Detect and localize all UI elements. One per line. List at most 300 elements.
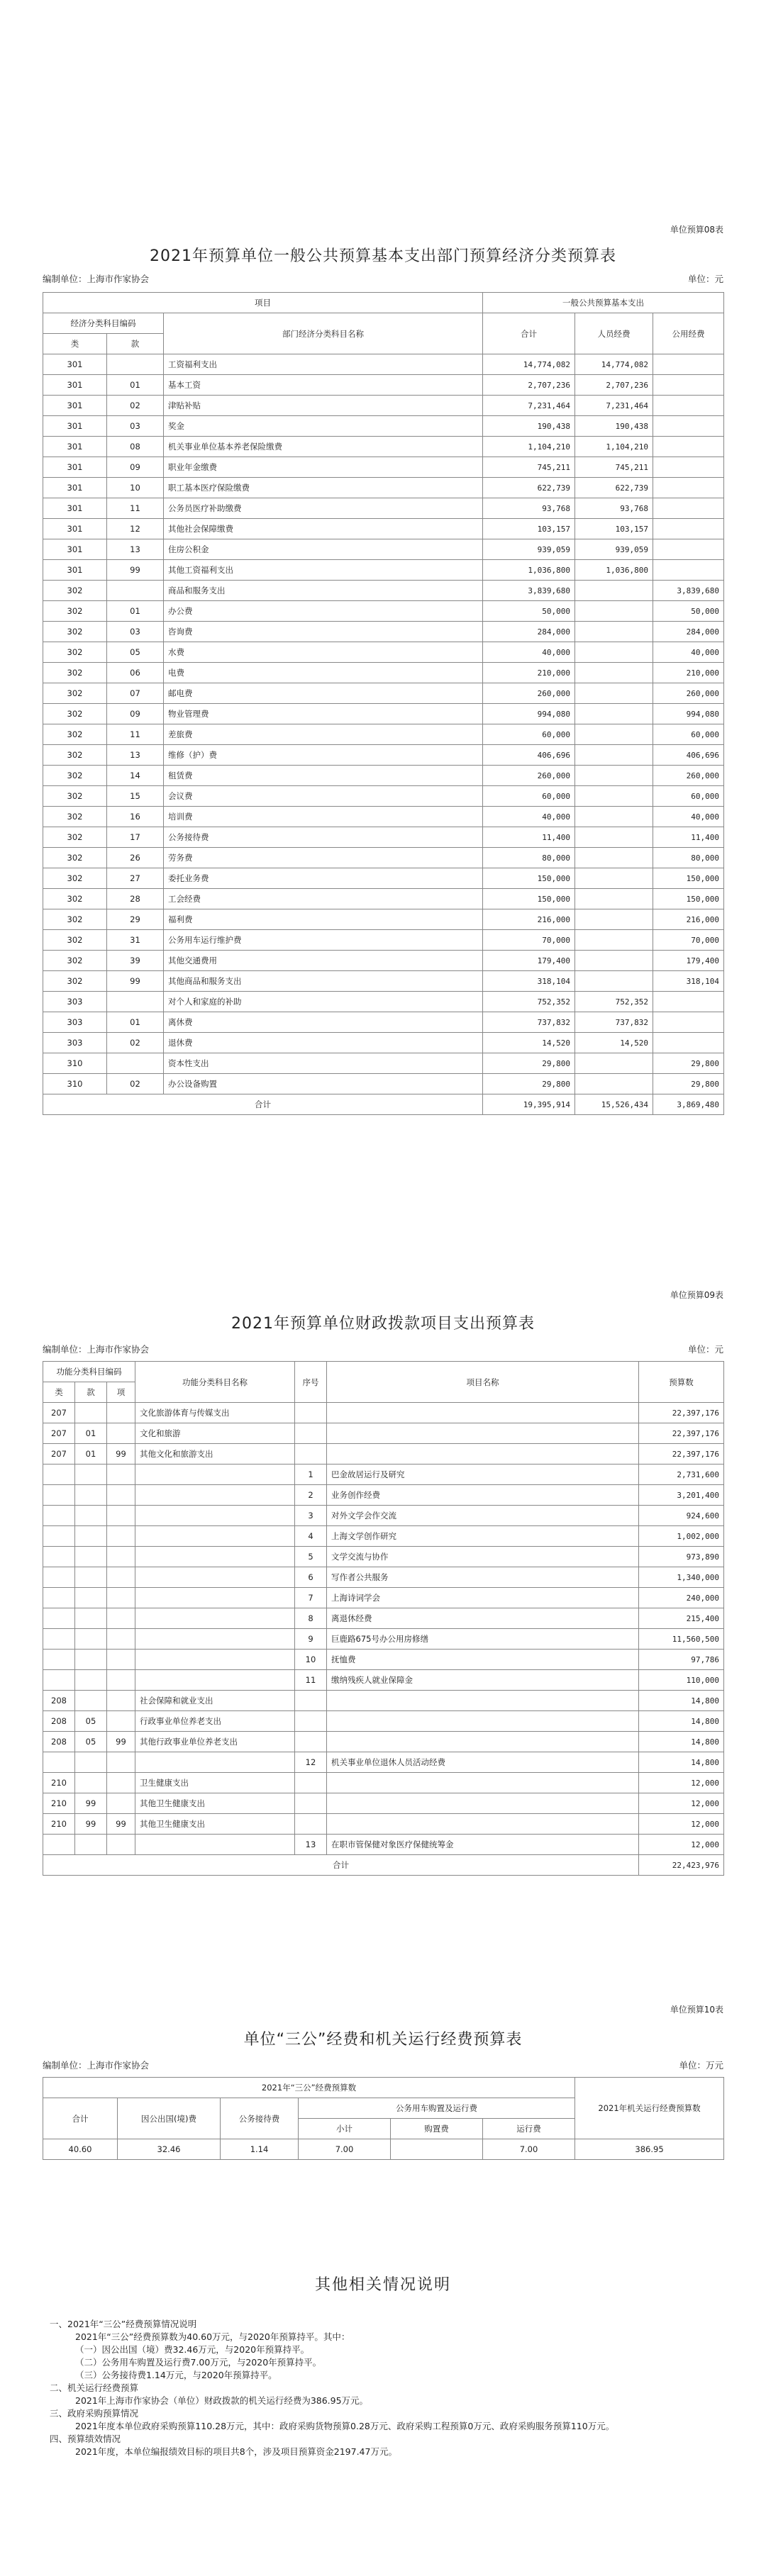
- cell-xiang: [107, 1629, 135, 1650]
- table-row: [43, 457, 724, 478]
- table-row: [43, 375, 724, 396]
- cell-purchase: [391, 2139, 483, 2160]
- cell-kuan: [75, 1403, 107, 1423]
- table-row: [43, 1465, 724, 1485]
- cell-public: [653, 519, 724, 539]
- cell-seq: 9: [295, 1629, 327, 1650]
- cell-lei: [43, 1629, 75, 1650]
- cell-seq: 10: [295, 1650, 327, 1670]
- cell-proj: 在职市管保健对象医疗保健统筹金: [327, 1835, 639, 1855]
- table-row: [43, 1793, 724, 1814]
- cell-amt: 14,800: [639, 1752, 724, 1773]
- cell-func: 其他卫生健康支出: [135, 1814, 295, 1835]
- cell-name: 办公费: [164, 601, 483, 622]
- table-row: [43, 1012, 724, 1033]
- cell-xiang: [107, 1526, 135, 1547]
- header-public: 公用经费: [653, 313, 724, 354]
- table-row: [43, 498, 724, 519]
- cell-kuan: [75, 1835, 107, 1855]
- cell-name: 会议费: [164, 786, 483, 807]
- note-line: （三）公务接待费1.14万元，与2020年预算持平。: [75, 2370, 277, 2380]
- header-seq: 序号: [295, 1362, 327, 1403]
- other-title: 其他相关情况说明: [314, 2276, 451, 2294]
- cell-total: 3,839,680: [483, 581, 575, 601]
- cell-name: 培训费: [164, 807, 483, 827]
- cell-lei: 302: [43, 909, 107, 930]
- cell-lei: 302: [43, 683, 107, 704]
- note-line: 三、政府采购预算情况: [50, 2408, 139, 2419]
- table-row: [43, 1053, 724, 1074]
- cell-name: 其他商品和服务支出: [164, 971, 483, 992]
- table-row: [43, 519, 724, 539]
- cell-personnel: [575, 868, 653, 889]
- total-personnel: 15,526,434: [575, 1094, 653, 1115]
- header-subtotal: 小计: [299, 2119, 391, 2139]
- table3-title: 单位“三公”经费和机关运行经费预算表: [243, 2031, 523, 2049]
- cell-public: 3,839,680: [653, 581, 724, 601]
- cell-func: [135, 1629, 295, 1650]
- cell-public: 260,000: [653, 766, 724, 786]
- cell-func: [135, 1650, 295, 1670]
- cell-personnel: [575, 663, 653, 683]
- cell-lei: 302: [43, 601, 107, 622]
- cell-total: 93,768: [483, 498, 575, 519]
- cell-personnel: [575, 704, 653, 724]
- cell-public: 216,000: [653, 909, 724, 930]
- table-row: [43, 786, 724, 807]
- cell-total: 7,231,464: [483, 396, 575, 416]
- table-row: [43, 1547, 724, 1567]
- header-econ-code: 经济分类科目编码: [43, 313, 164, 334]
- cell-kuan: 13: [107, 745, 164, 766]
- cell-lei: 302: [43, 930, 107, 951]
- cell-public: [653, 992, 724, 1012]
- cell-xiang: [107, 1793, 135, 1814]
- table-row: [43, 1691, 724, 1711]
- cell-lei: [43, 1835, 75, 1855]
- cell-personnel: [575, 642, 653, 663]
- cell-public: [653, 437, 724, 457]
- cell-personnel: [575, 622, 653, 642]
- cell-lei: 302: [43, 745, 107, 766]
- cell-seq: [295, 1691, 327, 1711]
- header-lei: 类: [43, 334, 107, 354]
- cell-xiang: 99: [107, 1732, 135, 1752]
- header-lei: 类: [43, 1382, 75, 1403]
- cell-kuan: 05: [107, 642, 164, 663]
- table-row: [43, 1814, 724, 1835]
- cell-public: [653, 457, 724, 478]
- header-group: 2021年“三公”经费预算数: [43, 2078, 575, 2098]
- cell-func: 文化旅游体育与传媒支出: [135, 1403, 295, 1423]
- table-row: [43, 478, 724, 498]
- table-row: [43, 1444, 724, 1465]
- cell-func: 其他行政事业单位养老支出: [135, 1732, 295, 1752]
- cell-xiang: [107, 1670, 135, 1691]
- table2-title: 2021年预算单位财政拨款项目支出预算表: [231, 1315, 535, 1333]
- cell-name: 机关事业单位基本养老保险缴费: [164, 437, 483, 457]
- cell-amt: 22,397,176: [639, 1403, 724, 1423]
- cell-lei: 301: [43, 498, 107, 519]
- cell-name: 福利费: [164, 909, 483, 930]
- cell-lei: [43, 1752, 75, 1773]
- cell-total: 745,211: [483, 457, 575, 478]
- cell-lei: 302: [43, 807, 107, 827]
- cell-kuan: [75, 1752, 107, 1773]
- cell-name: 公务用车运行维护费: [164, 930, 483, 951]
- cell-name: 对个人和家庭的补助: [164, 992, 483, 1012]
- cell-personnel: [575, 848, 653, 868]
- cell-public: 29,800: [653, 1074, 724, 1094]
- cell-org-run: 386.95: [575, 2139, 724, 2160]
- cell-name: 公务员医疗补助缴费: [164, 498, 483, 519]
- table-row: [43, 992, 724, 1012]
- cell-total: 70,000: [483, 930, 575, 951]
- cell-kuan: 02: [107, 1074, 164, 1094]
- note-line: 2021年“三公”经费预算数为40.60万元，与2020年预算持平。其中：: [75, 2331, 350, 2342]
- cell-proj: 巨鹿路675号办公用房修缮: [327, 1629, 639, 1650]
- cell-kuan: 09: [107, 704, 164, 724]
- cell-lei: 208: [43, 1691, 75, 1711]
- cell-total: 40.60: [43, 2139, 118, 2160]
- cell-amt: 12,000: [639, 1835, 724, 1855]
- cell-total: 150,000: [483, 889, 575, 909]
- cell-func: 其他文化和旅游支出: [135, 1444, 295, 1465]
- cell-name: 邮电费: [164, 683, 483, 704]
- cell-public: [653, 416, 724, 437]
- table-row: [43, 1835, 724, 1855]
- cell-amt: 12,000: [639, 1793, 724, 1814]
- table1-tag: 单位预算08表: [670, 225, 723, 235]
- cell-proj: [327, 1691, 639, 1711]
- cell-public: [653, 1033, 724, 1053]
- cell-total: 60,000: [483, 786, 575, 807]
- cell-personnel: [575, 683, 653, 704]
- header-reception: 公务接待费: [221, 2098, 299, 2139]
- cell-kuan: 03: [107, 622, 164, 642]
- cell-personnel: 752,352: [575, 992, 653, 1012]
- cell-func: 行政事业单位养老支出: [135, 1711, 295, 1732]
- cell-lei: 302: [43, 663, 107, 683]
- cell-kuan: [75, 1485, 107, 1506]
- cell-public: 210,000: [653, 663, 724, 683]
- cell-lei: 303: [43, 1012, 107, 1033]
- cell-seq: [295, 1814, 327, 1835]
- cell-name: 其他社会保障缴费: [164, 519, 483, 539]
- cell-name: 津贴补贴: [164, 396, 483, 416]
- cell-xiang: [107, 1608, 135, 1629]
- cell-lei: 301: [43, 354, 107, 375]
- cell-lei: [43, 1608, 75, 1629]
- cell-seq: 12: [295, 1752, 327, 1773]
- cell-xiang: [107, 1650, 135, 1670]
- table1-unit: 单位：元: [687, 274, 723, 284]
- table-row: [43, 1650, 724, 1670]
- cell-proj: 机关事业单位退休人员活动经费: [327, 1752, 639, 1773]
- cell-public: 70,000: [653, 930, 724, 951]
- cell-personnel: [575, 951, 653, 971]
- cell-personnel: 190,438: [575, 416, 653, 437]
- table-row: [43, 1773, 724, 1793]
- cell-public: 994,080: [653, 704, 724, 724]
- cell-kuan: 01: [107, 601, 164, 622]
- cell-personnel: [575, 827, 653, 848]
- cell-amt: 14,800: [639, 1691, 724, 1711]
- cell-personnel: 1,104,210: [575, 437, 653, 457]
- cell-func: 其他卫生健康支出: [135, 1793, 295, 1814]
- header-personnel: 人员经费: [575, 313, 653, 354]
- cell-lei: 302: [43, 581, 107, 601]
- cell-lei: 207: [43, 1403, 75, 1423]
- cell-amt: 240,000: [639, 1588, 724, 1608]
- note-line: 2021年度，本单位编报绩效目标的项目共8个，涉及项目预算资金2197.47万元。: [75, 2446, 397, 2457]
- cell-proj: 业务创作经费: [327, 1485, 639, 1506]
- table-row: [43, 663, 724, 683]
- table1-unit-name: 编制单位：上海市作家协会: [43, 274, 150, 284]
- cell-personnel: [575, 745, 653, 766]
- cell-kuan: [75, 1650, 107, 1670]
- cell-lei: 302: [43, 622, 107, 642]
- cell-amt: 924,600: [639, 1506, 724, 1526]
- cell-amt: 12,000: [639, 1814, 724, 1835]
- cell-proj: 缴纳残疾人就业保障金: [327, 1670, 639, 1691]
- cell-lei: [43, 1465, 75, 1485]
- cell-xiang: 99: [107, 1814, 135, 1835]
- cell-lei: [43, 1650, 75, 1670]
- table-row: [43, 724, 724, 745]
- cell-public: 50,000: [653, 601, 724, 622]
- cell-proj: 上海文学创作研究: [327, 1526, 639, 1547]
- cell-lei: 302: [43, 766, 107, 786]
- table3-unit: 单位：万元: [679, 2060, 723, 2071]
- cell-total: 737,832: [483, 1012, 575, 1033]
- cell-personnel: [575, 889, 653, 909]
- cell-seq: [295, 1773, 327, 1793]
- table-row: [43, 1506, 724, 1526]
- cell-seq: 7: [295, 1588, 327, 1608]
- cell-lei: 302: [43, 868, 107, 889]
- cell-amt: 14,800: [639, 1711, 724, 1732]
- cell-total: 14,520: [483, 1033, 575, 1053]
- cell-proj: 对外文学会作交流: [327, 1506, 639, 1526]
- cell-kuan: 99: [75, 1793, 107, 1814]
- cell-lei: [43, 1485, 75, 1506]
- cell-name: 住房公积金: [164, 539, 483, 560]
- cell-operation: 7.00: [483, 2139, 575, 2160]
- cell-public: [653, 396, 724, 416]
- header-purchase: 购置费: [391, 2119, 483, 2139]
- cell-func: [135, 1506, 295, 1526]
- cell-kuan: 01: [107, 1012, 164, 1033]
- cell-kuan: [107, 354, 164, 375]
- table-row: [43, 766, 724, 786]
- total-label: 合计: [43, 1855, 639, 1876]
- cell-amt: 14,800: [639, 1732, 724, 1752]
- cell-total: 40,000: [483, 642, 575, 663]
- header-total: 合计: [483, 313, 575, 354]
- cell-lei: 302: [43, 642, 107, 663]
- cell-total: 1,036,800: [483, 560, 575, 581]
- cell-lei: 301: [43, 375, 107, 396]
- cell-kuan: 02: [107, 396, 164, 416]
- cell-lei: 310: [43, 1053, 107, 1074]
- table-row: [43, 1629, 724, 1650]
- cell-kuan: [75, 1567, 107, 1588]
- cell-total: 103,157: [483, 519, 575, 539]
- cell-seq: 11: [295, 1670, 327, 1691]
- cell-proj: [327, 1793, 639, 1814]
- cell-public: [653, 560, 724, 581]
- cell-lei: 207: [43, 1444, 75, 1465]
- cell-public: 318,104: [653, 971, 724, 992]
- cell-name: 差旅费: [164, 724, 483, 745]
- cell-kuan: 01: [75, 1444, 107, 1465]
- cell-kuan: [75, 1629, 107, 1650]
- table-row: [43, 868, 724, 889]
- table-row: [43, 642, 724, 663]
- cell-public: [653, 354, 724, 375]
- cell-kuan: [75, 1526, 107, 1547]
- cell-lei: [43, 1567, 75, 1588]
- cell-kuan: 13: [107, 539, 164, 560]
- cell-func: [135, 1485, 295, 1506]
- cell-name: 奖金: [164, 416, 483, 437]
- cell-kuan: 28: [107, 889, 164, 909]
- cell-proj: [327, 1403, 639, 1423]
- cell-lei: 208: [43, 1732, 75, 1752]
- table-row: [43, 1526, 724, 1547]
- note-line: 2021年度本单位政府采购预算110.28万元，其中：政府采购货物预算0.28万元、政府采购工程预算0万元、政府采购服务预算110万元。: [75, 2421, 615, 2431]
- cell-kuan: 17: [107, 827, 164, 848]
- cell-name: 水费: [164, 642, 483, 663]
- table-row: [43, 1423, 724, 1444]
- cell-total: 939,059: [483, 539, 575, 560]
- cell-seq: 8: [295, 1608, 327, 1629]
- cell-kuan: 10: [107, 478, 164, 498]
- cell-name: 退休费: [164, 1033, 483, 1053]
- header-name: 部门经济分类科目名称: [164, 313, 483, 354]
- cell-amt: 22,397,176: [639, 1423, 724, 1444]
- cell-lei: 302: [43, 827, 107, 848]
- cell-lei: 210: [43, 1793, 75, 1814]
- table-row: [43, 601, 724, 622]
- cell-reception: 1.14: [221, 2139, 299, 2160]
- cell-seq: [295, 1423, 327, 1444]
- cell-seq: [295, 1403, 327, 1423]
- cell-personnel: 7,231,464: [575, 396, 653, 416]
- cell-total: 2,707,236: [483, 375, 575, 396]
- table-row: [43, 560, 724, 581]
- cell-personnel: [575, 601, 653, 622]
- cell-lei: [43, 1506, 75, 1526]
- cell-total: 406,696: [483, 745, 575, 766]
- cell-kuan: 31: [107, 930, 164, 951]
- cell-name: 劳务费: [164, 848, 483, 868]
- cell-total: 284,000: [483, 622, 575, 642]
- cell-name: 办公设备购置: [164, 1074, 483, 1094]
- cell-name: 资本性支出: [164, 1053, 483, 1074]
- cell-amt: 97,786: [639, 1650, 724, 1670]
- cell-total: 40,000: [483, 807, 575, 827]
- note-line: （一）因公出国（境）费32.46万元，与2020年预算持平。: [75, 2344, 310, 2355]
- cell-func: 社会保障和就业支出: [135, 1691, 295, 1711]
- header-total: 合计: [43, 2098, 118, 2139]
- cell-kuan: [107, 992, 164, 1012]
- cell-seq: [295, 1711, 327, 1732]
- cell-seq: [295, 1444, 327, 1465]
- cell-proj: [327, 1814, 639, 1835]
- cell-xiang: [107, 1588, 135, 1608]
- cell-public: 40,000: [653, 642, 724, 663]
- cell-kuan: 03: [107, 416, 164, 437]
- cell-total: 210,000: [483, 663, 575, 683]
- cell-proj: [327, 1711, 639, 1732]
- cell-public: 179,400: [653, 951, 724, 971]
- cell-personnel: 103,157: [575, 519, 653, 539]
- table-row: [43, 1588, 724, 1608]
- cell-personnel: [575, 766, 653, 786]
- table2-unit: 单位：元: [687, 1344, 723, 1355]
- cell-public: [653, 478, 724, 498]
- cell-personnel: 622,739: [575, 478, 653, 498]
- cell-total: 260,000: [483, 766, 575, 786]
- table-row: [43, 1732, 724, 1752]
- cell-kuan: 15: [107, 786, 164, 807]
- cell-total: 14,774,082: [483, 354, 575, 375]
- table-row: [43, 971, 724, 992]
- cell-personnel: 14,774,082: [575, 354, 653, 375]
- cell-name: 电费: [164, 663, 483, 683]
- cell-proj: 抚恤费: [327, 1650, 639, 1670]
- cell-personnel: [575, 807, 653, 827]
- cell-personnel: 93,768: [575, 498, 653, 519]
- cell-name: 工资福利支出: [164, 354, 483, 375]
- cell-lei: [43, 1526, 75, 1547]
- cell-proj: 上海诗词学会: [327, 1588, 639, 1608]
- header-abroad: 因公出国(境)费: [118, 2098, 221, 2139]
- cell-xiang: [107, 1835, 135, 1855]
- cell-xiang: [107, 1465, 135, 1485]
- cell-amt: 22,397,176: [639, 1444, 724, 1465]
- cell-public: 284,000: [653, 622, 724, 642]
- cell-personnel: 1,036,800: [575, 560, 653, 581]
- cell-kuan: [75, 1608, 107, 1629]
- table-row: [43, 539, 724, 560]
- cell-lei: 301: [43, 519, 107, 539]
- header-vehicle: 公务用车购置及运行费: [299, 2098, 575, 2119]
- cell-kuan: [75, 1773, 107, 1793]
- cell-subtotal: 7.00: [299, 2139, 391, 2160]
- table-row: [43, 889, 724, 909]
- cell-amt: 1,340,000: [639, 1567, 724, 1588]
- cell-public: 29,800: [653, 1053, 724, 1074]
- cell-personnel: 2,707,236: [575, 375, 653, 396]
- header-func-code: 功能分类科目编码: [43, 1362, 135, 1382]
- header-amount: 预算数: [639, 1362, 724, 1403]
- table3-unit-name: 编制单位：上海市作家协会: [43, 2060, 150, 2071]
- cell-personnel: 14,520: [575, 1033, 653, 1053]
- cell-lei: 208: [43, 1711, 75, 1732]
- cell-kuan: 12: [107, 519, 164, 539]
- table-row: [43, 704, 724, 724]
- cell-func: [135, 1752, 295, 1773]
- cell-kuan: 99: [107, 560, 164, 581]
- total-row: [43, 1094, 724, 1115]
- table-row: [43, 1567, 724, 1588]
- table-row: [43, 1711, 724, 1732]
- table-row: [43, 909, 724, 930]
- cell-func: [135, 1526, 295, 1547]
